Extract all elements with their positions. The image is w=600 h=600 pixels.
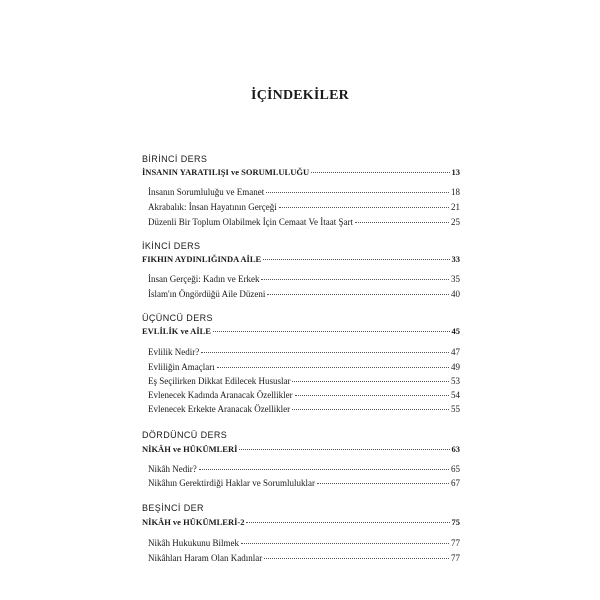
dot-leader xyxy=(317,483,449,484)
page-number: 40 xyxy=(451,289,460,299)
toc-heading-text: EVLİLİK ve AİLE xyxy=(142,326,211,336)
toc-entry[interactable] xyxy=(148,553,460,564)
dot-leader xyxy=(199,469,449,470)
toc-entry[interactable] xyxy=(148,478,460,489)
dot-leader xyxy=(311,172,449,173)
toc-entry[interactable] xyxy=(148,390,460,401)
dot-leader xyxy=(201,352,449,353)
page-number: 33 xyxy=(451,254,460,264)
toc-entry[interactable] xyxy=(148,217,460,228)
page-number: 21 xyxy=(451,202,460,212)
dot-leader xyxy=(266,192,449,193)
toc-entry-text: İnsanın Sorumluluğu ve Emanet xyxy=(148,187,265,197)
toc-entry-text: Nikâh Nedir? xyxy=(148,464,197,474)
dot-leader xyxy=(292,381,449,382)
page-number: 54 xyxy=(451,390,460,400)
toc-entry[interactable] xyxy=(148,464,460,475)
toc-heading-text: FIKHIN AYDINLIĞINDA AİLE xyxy=(142,254,262,264)
page-number: 77 xyxy=(451,538,460,548)
page-number: 67 xyxy=(451,478,460,488)
toc-entry-text: Evlenecek Kadında Aranacak Özellikler xyxy=(148,390,293,400)
section-label-4: DÖRDÜNCÜ DERS xyxy=(142,430,228,440)
toc-entry[interactable] xyxy=(148,289,460,300)
section-label-2: İKİNCİ DERS xyxy=(142,241,201,251)
toc-entry-text: Düzenli Bir Toplum Olabilmek İçin Cemaat Ve İtaat Şart xyxy=(148,217,353,227)
toc-heading-1[interactable] xyxy=(142,167,460,178)
dot-leader xyxy=(267,294,449,295)
page-number: 63 xyxy=(451,444,460,454)
toc-entry[interactable] xyxy=(148,404,460,415)
page-number: 13 xyxy=(451,167,460,177)
toc-entry-text: İslam'ın Öngördüğü Aile Düzeni xyxy=(148,289,266,299)
dot-leader xyxy=(239,449,449,450)
dot-leader xyxy=(241,543,449,544)
section-label-1: BİRİNCİ DERS xyxy=(142,154,208,164)
page-number: 45 xyxy=(451,326,460,336)
page-title: İÇİNDEKİLER xyxy=(251,88,349,103)
toc-entry-text: Evlilik Nedir? xyxy=(148,347,200,357)
dot-leader xyxy=(246,522,449,523)
dot-leader xyxy=(355,222,449,223)
dot-leader xyxy=(279,207,449,208)
toc-entry[interactable] xyxy=(148,376,460,387)
toc-entry-text: Nikâhları Haram Olan Kadınlar xyxy=(148,553,263,563)
toc-heading-4[interactable] xyxy=(142,444,460,455)
toc-entry-text: Eş Seçilirken Dikkat Edilecek Hususlar xyxy=(148,376,291,386)
toc-entry[interactable] xyxy=(148,538,460,549)
toc-entry-text: İnsan Gerçeği: Kadın ve Erkek xyxy=(148,274,260,284)
dot-leader xyxy=(217,367,449,368)
toc-entry[interactable] xyxy=(148,362,460,373)
dot-leader xyxy=(213,331,450,332)
page-number: 25 xyxy=(451,217,460,227)
toc-entry-text: Evlenecek Erkekte Aranacak Özellikler xyxy=(148,404,291,414)
page-number: 77 xyxy=(451,553,460,563)
page-number: 49 xyxy=(451,362,460,372)
page-number: 47 xyxy=(451,347,460,357)
dot-leader xyxy=(263,259,449,260)
toc-entry-text: Nikâh Hukukunu Bilmek xyxy=(148,538,239,548)
page-number: 53 xyxy=(451,376,460,386)
dot-leader xyxy=(295,395,449,396)
toc-entry-text: Akrabalık: İnsan Hayatının Gerçeği xyxy=(148,202,277,212)
section-label-5: BEŞİNCİ DER xyxy=(142,503,204,513)
page-number: 55 xyxy=(451,404,460,414)
dot-leader xyxy=(261,279,449,280)
toc-entry[interactable] xyxy=(148,187,460,198)
toc-heading-text: NİKÂH ve HÜKÜMLERİ-2 xyxy=(142,517,245,527)
toc-heading-2[interactable] xyxy=(142,254,460,265)
page-number: 65 xyxy=(451,464,460,474)
dot-leader xyxy=(264,558,449,559)
toc-heading-text: NİKÂH ve HÜKÜMLERİ xyxy=(142,444,238,454)
toc-heading-text: İNSANIN YARATILIŞI ve SORUMLULUĞU xyxy=(142,167,310,177)
toc-heading-3[interactable] xyxy=(142,326,460,337)
toc-entry[interactable] xyxy=(148,347,460,358)
toc-entry-text: Nikâhın Gerektirdiği Haklar ve Sorumluluklar xyxy=(148,478,315,488)
toc-entry[interactable] xyxy=(148,274,460,285)
page-number: 75 xyxy=(451,517,460,527)
section-label-3: ÜÇÜNCÜ DERS xyxy=(142,313,213,323)
toc-entry[interactable] xyxy=(148,202,460,213)
toc-heading-5[interactable] xyxy=(142,517,460,528)
page-number: 35 xyxy=(451,274,460,284)
toc-entry-text: Evliliğin Amaçları xyxy=(148,362,215,372)
page-number: 18 xyxy=(451,187,460,197)
dot-leader xyxy=(292,409,449,410)
